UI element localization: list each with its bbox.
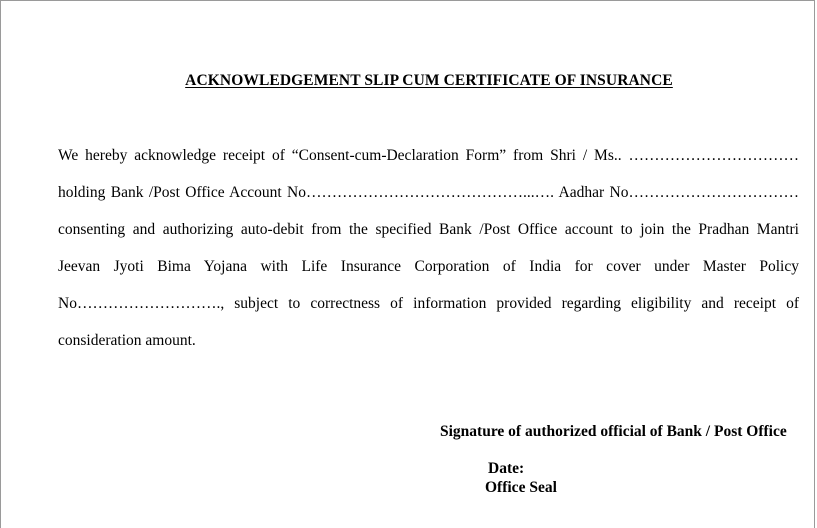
paragraph-line-1: We hereby acknowledge receipt of “Consent-cum-Declaration Form” from Shri / Ms.. …………………………… [58,147,799,164]
paragraph-line-6: consideration amount. [58,332,196,349]
paragraph-line-4: Jeevan Jyoti Bima Yojana with Life Insurance Corporation of India for cover under Master Policy [58,258,799,275]
document-title: ACKNOWLEDGEMENT SLIP CUM CERTIFICATE OF INSURANCE [185,72,673,89]
paragraph-line-3: consenting and authorizing auto-debit from the specified Bank /Post Office account to join the Pradhan Mantri [58,221,799,238]
date-label: Date: [488,460,525,477]
paragraph-line-2: holding Bank /Post Office Account No……………………………………...…. Aadhar No…………………………… [58,184,799,201]
office-seal-label: Office Seal [485,479,557,496]
paragraph-line-5: No………………………., subject to correctness of information provided regarding eligibility and receipt of [58,295,799,312]
signature-label: Signature of authorized official of Bank / Post Office [440,423,787,440]
